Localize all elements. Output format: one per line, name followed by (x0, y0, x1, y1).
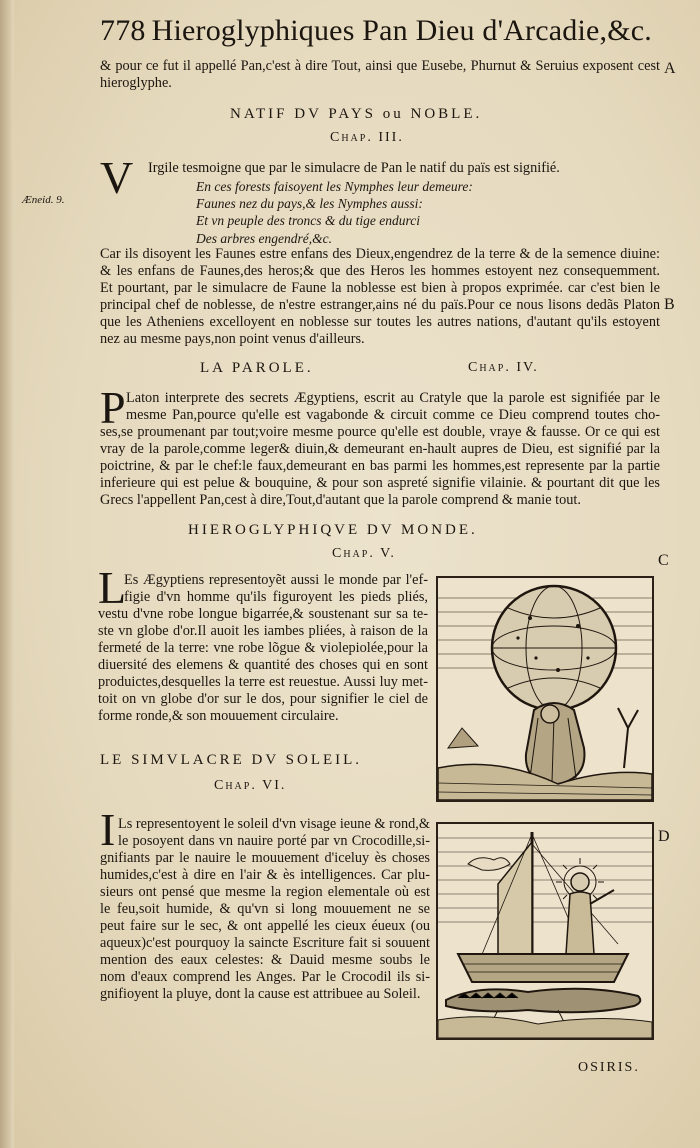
body-line: le feu,soit humide, & qu'vn si long mouuement ne se (100, 901, 430, 917)
section2-body-top (126, 390, 660, 424)
section1-lead: Irgile tesmoigne que par le simulacre de Pan le natif du païs est signifié. (148, 160, 560, 176)
dropcap-p: P (100, 382, 126, 433)
body-line: diuersité des elemens & quantité des choses qui en sont (98, 657, 428, 673)
atlas-globe-woodcut (436, 576, 654, 802)
margin-marker-a: A (664, 60, 676, 77)
body-line: poictrine, & par le chef:le faux,demeurant en bas parmi les hommes,est represente par la partie (100, 458, 660, 474)
body-line: humides,c'est à dire en l'air & ès intelligences. Car plu- (100, 867, 430, 883)
body-line: sieurs ont pensé que mesme la region elementale où est (100, 884, 430, 900)
body-line: Car ils disoyent les Faunes estre enfans des Dieux,engendrez de la terre & de la semence diuine: (100, 246, 660, 262)
chapter-label-5: Chap. V. (332, 546, 396, 561)
running-title: Hieroglyphiques Pan Dieu d'Arcadie,&c. (151, 14, 652, 47)
margin-marker-d: D (658, 828, 670, 845)
section2-body (100, 424, 660, 509)
section-heading-soleil: LE SIMVLACRE DV SOLEIL. (100, 752, 363, 768)
body-line: fermeté de la terre: vne robe lõgue & violepiolée,pour la (98, 640, 428, 656)
chapter-label-3: Chap. III. (330, 130, 404, 145)
body-line: que les Atheniens excelloyent en noblesse sur toutes les autres nations, d'autant qu'ils estoyent (100, 314, 660, 330)
body-line: nom d'eaux comprend les Anges. Par le Crocodil ils si- (100, 969, 430, 985)
section4-body (100, 850, 430, 1003)
body-line: peut faire sur le sec, & ont appellé les cieux éueux (ou (100, 918, 430, 934)
body-line: Laton interprete des secrets Ægyptiens, escrit au Cratyle que la parole est signifiée par le (126, 390, 660, 406)
sun-ship-crocodile-woodcut (436, 822, 654, 1040)
verse-line: Faunes nez du pays,& les Nymphes aussi: (196, 196, 423, 212)
body-line: Es Ægyptiens representoyẽt aussi le monde par l'ef- (124, 572, 428, 588)
body-line: & les enfans de Faunes,des heros;& que des Heros les hommes estoyent nez consequemment. (100, 263, 660, 279)
dropcap-v: V (100, 152, 134, 203)
dropcap-l: L (98, 562, 127, 613)
body-line: Et pourtant, par le simulacre de Faune la noblesse est bien à propos exprimée. car c'est bien le (100, 280, 660, 296)
body-line: inferieure qui est pelue & bouquine, & pour son aspreté signifie vilainie. & pourtant dit que les (100, 475, 660, 491)
body-line: vray de la parole,comme leger& diuin,& demeurant en-hault aupres de Dieu, est signifié par la (100, 441, 660, 457)
running-head (100, 14, 652, 48)
verse-line: En ces forests faisoyent les Nymphes leur demeure: (196, 179, 473, 194)
catchword: OSIRIS. (578, 1060, 640, 1075)
section-heading-native: NATIF DV PAYS ou NOBLE. (230, 106, 483, 122)
verse-line: Des arbres engendré,&c. (196, 230, 332, 246)
page-number: 778 (100, 14, 146, 47)
body-line: mesme Pan,pource qu'elle est vagabonde & circuit comme ce Dieu comprend toutes cho- (126, 407, 660, 423)
body-line: gnifiants par le nauire le mouuement d'iceluy ès choses (100, 850, 430, 866)
body-line: gnifioyent la pluye, dont la cause est attribuee au Soleil. (100, 986, 421, 1002)
section1-body (100, 246, 660, 348)
intro-line: hieroglyphe. (100, 75, 172, 91)
margin-marker-c: C (658, 552, 669, 569)
body-line: nez au mesme pays,non point venus d'ailleurs. (100, 331, 365, 347)
body-line: ste vn globe d'or.Il auoit les iambes pliées, à raison de la (98, 623, 428, 639)
verse-line: Et vn peuple des troncs & du tige endurci (196, 213, 420, 229)
section4-body-top (118, 816, 430, 850)
dropcap-i: I (100, 804, 116, 855)
body-line: forme ronde,& son mouuement circulaire. (98, 708, 339, 724)
intro-paragraph (100, 58, 660, 92)
verse-block (196, 178, 473, 247)
body-line: Grecs l'appellent Pan,cest à dire,Tout,d'autant que la parole comprend & manie tout. (100, 492, 581, 508)
section3-body (98, 606, 428, 725)
body-line: figie d'vn homme qu'ils figuroyent les pieds pliés, (124, 589, 428, 605)
chapter-label-6: Chap. VI. (214, 778, 287, 793)
page-gutter-edge (0, 0, 14, 1148)
body-line: mention des eaux celestes: & Dauid mesme soubs le (100, 952, 430, 968)
body-line: toit on vn globe d'or sur le dos, pour signifier le ciel de (98, 691, 428, 707)
body-line: ses,se proumenant par tout;voire mesme pource qu'elle est double, vraye & fausse. Or ce qui est (100, 424, 660, 440)
margin-marker-b: B (664, 296, 675, 313)
body-line: Ls representoyent le soleil d'vn visage ieune & rond,& (118, 816, 430, 832)
section3-body-top (124, 572, 428, 606)
section-heading-parole: LA PAROLE. (200, 360, 314, 376)
body-line: vestu d'vne robe longue bigarrée,& soustenant sur sa te- (98, 606, 428, 622)
chapter-label-4: Chap. IV. (468, 360, 539, 375)
body-line: principal chef de noblesse, de n'estre estranger,ains né du païs.Pour ce nous lisons dedãs Platon (100, 297, 660, 313)
body-line: le posoyent dans vn nauire porté par vn Crocodille,si- (118, 833, 430, 849)
intro-line: & pour ce fut il appellé Pan,c'est à dire Tout, ainsi que Eusebe, Phurnut & Seruius exposent cest (100, 58, 660, 74)
body-line: aqueux)c'est pourquoy la saincte Escriture fait si souuent (100, 935, 430, 951)
section-heading-monde: HIEROGLYPHIQVE DV MONDE. (188, 522, 478, 538)
margin-citation: Æneid. 9. (22, 194, 65, 206)
body-line: produictes,desquelles la terre est reuestue. Aussi luy met- (98, 674, 428, 690)
